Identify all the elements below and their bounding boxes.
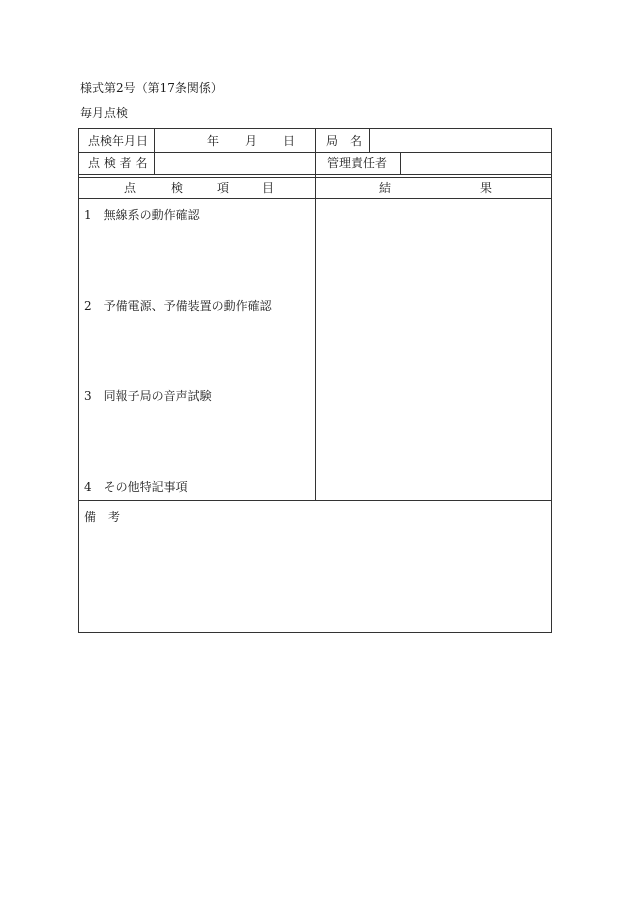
inspector-name-label: 点 検 者 名 [88, 156, 148, 170]
col-divider-label [154, 129, 155, 175]
col-divider-center [315, 129, 316, 501]
items-header-char-3: 項 [217, 181, 230, 195]
items-header-char-1: 点 [124, 181, 137, 195]
col-divider-station [369, 129, 370, 153]
results-header-char-2: 果 [480, 181, 493, 195]
inspection-item-4: 4 その他特記事項 [84, 480, 188, 494]
manager-label: 管理責任者 [327, 156, 388, 170]
items-header-char-2: 検 [171, 181, 184, 195]
form-title: 毎月点検 [80, 106, 129, 120]
col-divider-manager [400, 152, 401, 175]
inspection-item-1: 1 無線系の動作確認 [84, 208, 200, 222]
form-number: 様式第2号（第17条関係） [80, 81, 223, 95]
inspection-date-label: 点検年月日 [88, 134, 149, 148]
station-name-label: 局 名 [326, 134, 363, 148]
date-year-label: 年 [207, 134, 220, 148]
date-month-label: 月 [245, 134, 258, 148]
remarks-label: 備 考 [84, 510, 121, 524]
inspection-form-table [78, 128, 552, 633]
inspection-item-3: 3 同報子局の音声試験 [84, 389, 212, 403]
date-day-label: 日 [283, 134, 296, 148]
items-header-char-4: 目 [262, 181, 275, 195]
inspection-item-2: 2 予備電源、予備装置の動作確認 [84, 299, 272, 313]
results-header-char-1: 結 [379, 181, 392, 195]
